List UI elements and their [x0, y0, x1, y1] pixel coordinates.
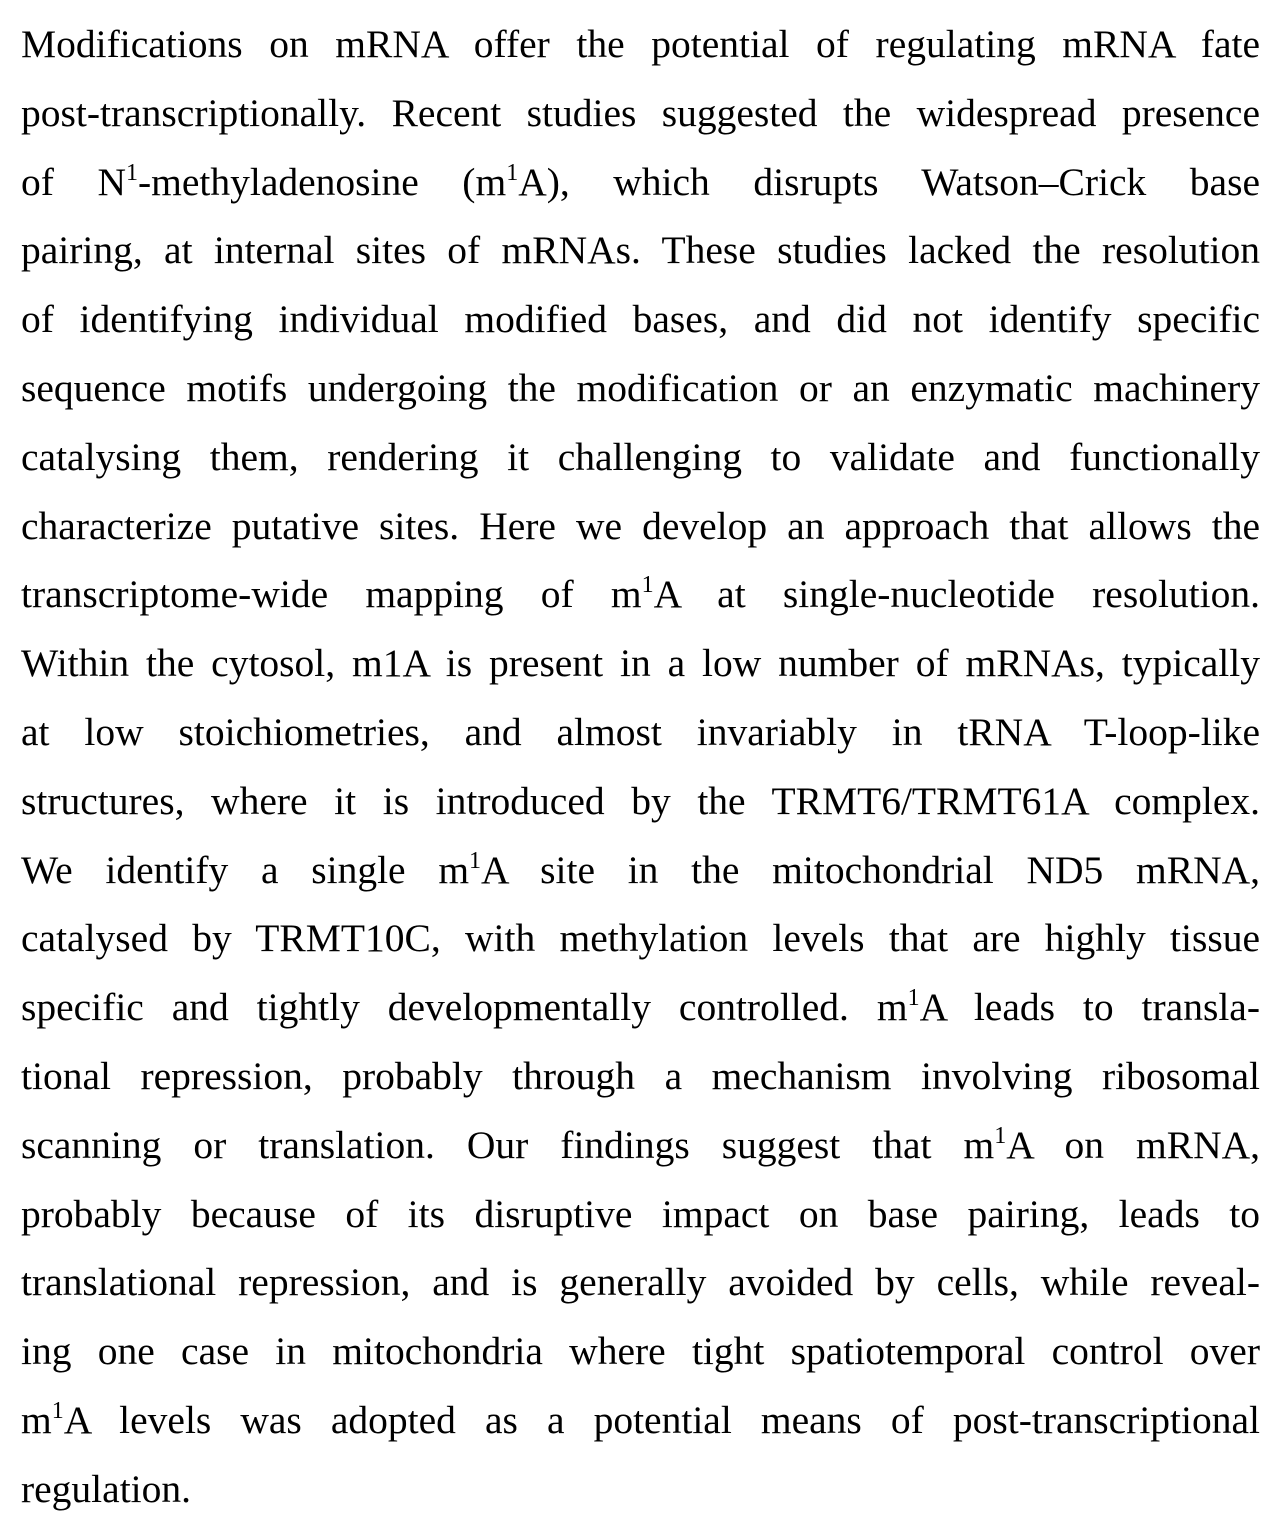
superscript: 1 [51, 1397, 64, 1424]
text-segment: post-transcriptionally. Recent studies suggested the widespread presence [21, 90, 1260, 135]
text-segment: m [21, 1397, 52, 1442]
text-segment: A site in the mitochondrial ND5 mRNA, [481, 847, 1260, 892]
text-line [21, 836, 1260, 905]
text-segment: tional repression, probably through a mechanism involving ribosomal [21, 1053, 1260, 1098]
text-line [21, 973, 1260, 1042]
text-segment: scanning or translation. Our findings suggest that m [21, 1122, 995, 1167]
text-line [21, 148, 1260, 217]
text-segment: translational repression, and is generally avoided by cells, while reveal- [21, 1260, 1260, 1305]
text-line [21, 216, 1260, 285]
text-line [21, 1180, 1260, 1249]
text-line [21, 904, 1260, 973]
text-line [21, 629, 1260, 698]
superscript: 1 [125, 159, 138, 186]
text-segment: -methyladenosine (m [137, 159, 507, 204]
text-segment: at low stoichiometries, and almost invariably in tRNA T-loop-like [21, 709, 1260, 754]
text-segment: Modifications on mRNA offer the potential of regulating mRNA fate [21, 22, 1260, 66]
text-segment: catalysed by TRMT10C, with methylation levels that are highly tissue [21, 916, 1260, 961]
text-segment: A leads to transla- [919, 985, 1260, 1030]
text-segment: A at single-nucleotide resolution. [653, 572, 1261, 617]
text-segment: pairing, at internal sites of mRNAs. These studies lacked the resolution [21, 228, 1260, 273]
text-segment: catalysing them, rendering it challenging to validate and functionally [21, 434, 1260, 479]
text-line [21, 10, 1260, 79]
superscript: 1 [907, 985, 920, 1012]
text-line [21, 1386, 1260, 1455]
text-segment: transcriptome-wide mapping of m [21, 572, 642, 617]
superscript: 1 [994, 1122, 1007, 1149]
text-segment: A on mRNA, [1006, 1122, 1260, 1167]
text-segment: of N [21, 159, 126, 204]
text-line [21, 285, 1260, 354]
text-segment: of identifying individual modified bases, and did not identify specific [21, 297, 1260, 342]
text-segment: We identify a single m [21, 847, 470, 892]
text-line [21, 354, 1260, 423]
text-line [21, 1248, 1260, 1317]
text-segment: regulation. [21, 1466, 192, 1511]
text-line [21, 1111, 1260, 1180]
text-segment: structures, where it is introduced by the TRMT6/TRMT61A complex. [21, 778, 1260, 823]
text-line [21, 1042, 1260, 1111]
superscript: 1 [469, 847, 482, 874]
text-segment: Within the cytosol, m1A is present in a low number of mRNAs, typically [21, 641, 1260, 686]
text-segment: A levels was adopted as a potential means of post-transcriptional [63, 1397, 1260, 1442]
text-line [21, 698, 1260, 767]
text-line [21, 1455, 1260, 1524]
text-segment: characterize putative sites. Here we develop an approach that allows the [21, 503, 1260, 548]
text-line [21, 1317, 1260, 1386]
superscript: 1 [641, 572, 654, 599]
text-line [21, 767, 1260, 836]
text-segment: specific and tightly developmentally controlled. m [21, 985, 908, 1030]
text-line [21, 79, 1260, 148]
text-segment: A), which disrupts Watson–Crick base [518, 159, 1260, 204]
text-segment: ing one case in mitochondria where tight spatiotemporal control over [21, 1329, 1260, 1374]
text-segment: probably because of its disruptive impact on base pairing, leads to [21, 1191, 1260, 1236]
text-line [21, 492, 1260, 561]
text-line [21, 560, 1260, 629]
text-segment: sequence motifs undergoing the modification or an enzymatic machinery [21, 365, 1260, 410]
abstract-paragraph [21, 10, 1260, 1524]
superscript: 1 [506, 159, 519, 186]
text-line [21, 423, 1260, 492]
